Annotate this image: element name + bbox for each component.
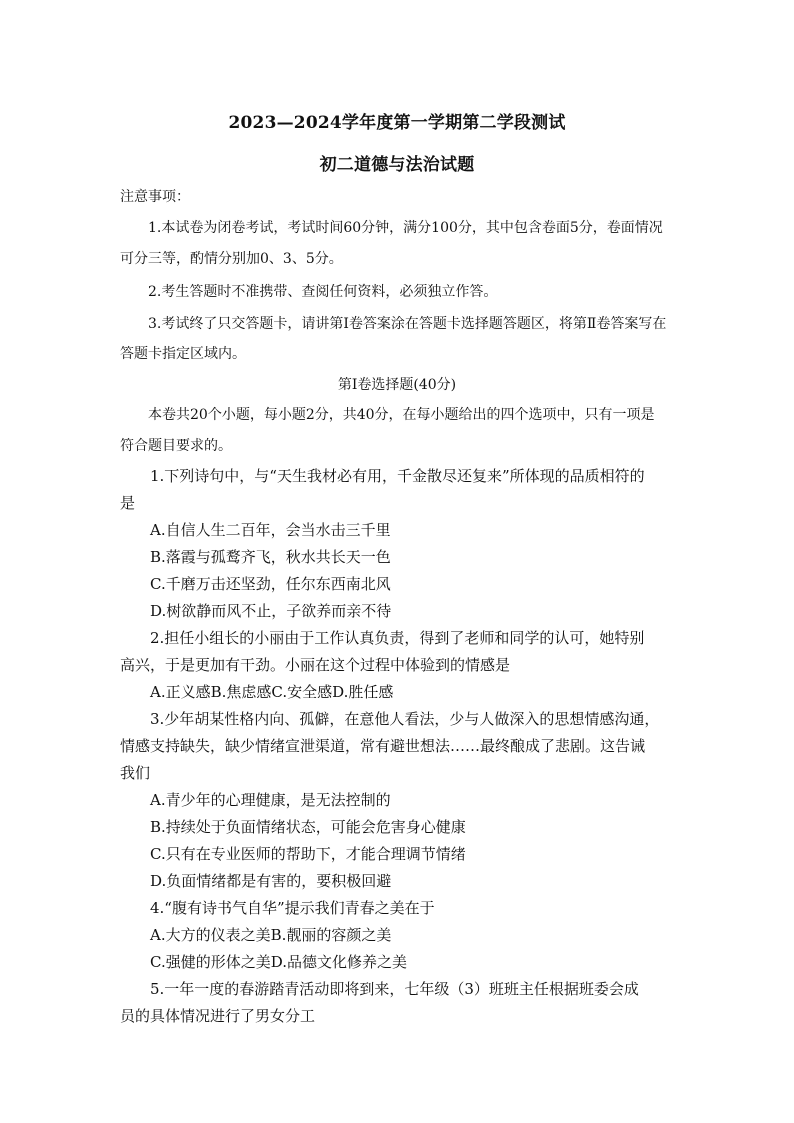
- q3-stem-cont-2: 我们: [120, 764, 151, 782]
- q3-option-c: C.只有在专业医师的帮助下，才能合理调节情绪: [150, 845, 466, 863]
- q5-stem-cont: 员的具体情况进行了男女分工: [120, 1007, 316, 1025]
- section-intro: 本卷共20个小题，每小题2分，共40分，在每小题给出的四个选项中，只有一项是: [148, 407, 655, 423]
- q1-stem-cont: 是: [120, 494, 136, 512]
- q1-option-d: D.树欲静而风不止，子欲养而亲不待: [150, 602, 392, 620]
- section-title: 第Ⅰ卷选择题(40分): [337, 377, 457, 393]
- q5-stem: 5.一年一度的春游踏青活动即将到来，七年级（3）班班主任根据班委会成: [150, 980, 639, 998]
- q4-stem: 4.“腹有诗书气自华”提示我们青春之美在于: [150, 899, 435, 917]
- section-intro-cont: 符合题目要求的。: [120, 438, 232, 454]
- q4-options-ab: A.大方的仪表之美B.靓丽的容颜之美: [150, 926, 392, 944]
- q3-stem: 3.少年胡某性格内向、孤僻，在意他人看法，少与人做深入的思想情感沟通，: [150, 710, 660, 728]
- exam-title: 2023—2024学年度第一学期第二学段测试: [228, 113, 566, 133]
- q2-options: A.正义感B.焦虑感C.安全感D.胜任感: [150, 683, 394, 701]
- notice-item-2: 2.考生答题时不准携带、查阅任何资料，必须独立作答。: [148, 284, 498, 300]
- q1-stem: 1.下列诗句中，与“天生我材必有用，千金散尽还复来”所体现的品质相符的: [150, 467, 645, 485]
- notice-item-1-cont: 可分三等，酌情分别加0、3、5分。: [120, 251, 343, 267]
- notice-item-3-cont: 答题卡指定区域内。: [120, 346, 246, 362]
- notice-item-3: 3.考试终了只交答题卡，请讲第Ⅰ卷答案涂在答题卡选择题答题区，将第Ⅱ卷答案写在: [148, 316, 667, 332]
- q3-option-b: B.持续处于负面情绪状态，可能会危害身心健康: [150, 818, 466, 836]
- q3-stem-cont: 情感支持缺失，缺少情绪宣泄渠道，常有避世想法……最终酿成了悲剧。这告诫: [120, 737, 646, 755]
- exam-subtitle: 初二道德与法治试题: [319, 155, 475, 175]
- q3-option-a: A.青少年的心理健康，是无法控制的: [150, 791, 391, 809]
- q4-options-cd: C.强健的形体之美D.品德文化修养之美: [150, 953, 407, 971]
- q1-option-c: C.千磨万击还坚劲，任尔东西南北风: [150, 575, 391, 593]
- q2-stem-cont: 高兴，于是更加有干劲。小丽在这个过程中体验到的情感是: [120, 656, 511, 674]
- q2-stem: 2.担任小组长的小丽由于工作认真负责，得到了老师和同学的认可，她特别: [150, 629, 645, 647]
- notice-heading: 注意事项：: [120, 189, 190, 205]
- q3-option-d: D.负面情绪都是有害的，要积极回避: [150, 872, 392, 890]
- q1-option-a: A.自信人生二百年，会当水击三千里: [150, 521, 391, 539]
- q1-option-b: B.落霞与孤鹜齐飞，秋水共长天一色: [150, 548, 391, 566]
- notice-item-1: 1.本试卷为闭卷考试，考试时间60分钟，满分100分，其中包含卷面5分，卷面情况: [148, 220, 663, 236]
